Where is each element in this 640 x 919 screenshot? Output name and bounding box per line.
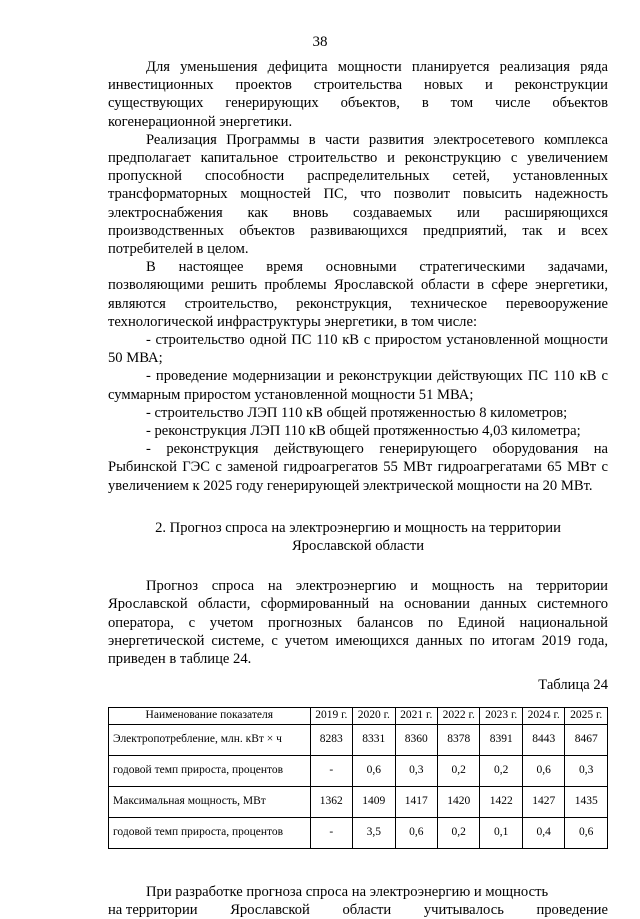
column-header: 2021 г. <box>395 707 437 724</box>
column-header: 2019 г. <box>310 707 352 724</box>
closing-line <box>108 901 608 919</box>
closing-paragraph <box>108 883 608 919</box>
table-cell: 0,4 <box>522 817 564 848</box>
table-cell: 3,5 <box>353 817 395 848</box>
paragraph: Реализация Программы в части развития электросетевого комплекса предполагает капитальное строительство и реконструкцию с увеличением пропускной способности распределительных сетей, установленных трансформаторных мощностей ПС, что позволит повысить надежность электроснабжения как вновь создаваемых или расширяющихся производственных объектов развивающихся предприятий, так и всех потребителей в целом. <box>108 131 608 258</box>
list-item: - строительство одной ПС 110 кВ с приростом установленной мощности 50 МВА; <box>108 332 608 367</box>
word: области <box>342 901 392 918</box>
table-cell: 1435 <box>565 786 608 817</box>
table-cell: 0,3 <box>395 755 437 786</box>
table-cell: 1409 <box>353 786 395 817</box>
section-heading-line: 2. Прогноз спроса на электроэнергию и мощность на территории <box>155 519 561 536</box>
column-header: 2024 г. <box>522 707 564 724</box>
table-cell: 1427 <box>522 786 564 817</box>
section-heading <box>108 519 608 555</box>
table-cell: 8391 <box>480 724 522 755</box>
table-caption: Таблица 24 <box>538 677 608 694</box>
forecast-table <box>108 707 608 849</box>
closing-line: При разработке прогноза спроса на электроэнергию и мощность <box>146 883 549 900</box>
table-cell: - <box>310 755 352 786</box>
column-header: 2022 г. <box>438 707 480 724</box>
row-label: Максимальная мощность, МВт <box>109 786 311 817</box>
table-cell: - <box>310 817 352 848</box>
table-cell: 1420 <box>438 786 480 817</box>
table-cell: 8443 <box>522 724 564 755</box>
row-label: годовой темп прироста, процентов <box>109 817 311 848</box>
table-row <box>109 817 608 848</box>
row-label: Электропотребление, млн. кВт × ч <box>109 724 311 755</box>
table-cell: 0,1 <box>480 817 522 848</box>
paragraph: Для уменьшения дефицита мощности планируется реализация ряда инвестиционных проектов строительства новых и реконструкции существующих генерирующих объектов, в том числе объектов когенерационной энергетики. <box>108 59 608 130</box>
column-header: 2020 г. <box>353 707 395 724</box>
list-item: - реконструкция действующего генерирующего оборудования на Рыбинской ГЭС с заменой гидроагрегатов 55 МВт гидроагрегатами 65 МВт с увеличением к 2025 году генерирующей электрической мощности на 20 МВт. <box>108 441 608 494</box>
table-cell: 0,2 <box>438 755 480 786</box>
table-row <box>109 724 608 755</box>
intro-paragraph: Прогноз спроса на электроэнергию и мощность на территории Ярославской области, сформированный на основании данных системного оператора, с учетом прогнозных балансов по Единой национальной энергетической системе, с учетом имеющихся данных по итогам 2019 года, приведен в таблице 24. <box>108 578 608 668</box>
section-heading-line: Ярославской области <box>291 538 425 555</box>
table-cell: 8360 <box>395 724 437 755</box>
column-header: Наименование показателя <box>109 707 311 724</box>
table-header-row <box>109 707 608 724</box>
table-cell: 0,6 <box>395 817 437 848</box>
table-cell: 8283 <box>310 724 352 755</box>
table-row <box>109 786 608 817</box>
column-header: 2025 г. <box>565 707 608 724</box>
list-item: - проведение модернизации и реконструкции действующих ПС 110 кВ с суммарным приростом установленной мощности 51 МВА; <box>108 368 608 403</box>
table-cell: 8331 <box>353 724 395 755</box>
table-cell: 0,2 <box>438 817 480 848</box>
table-cell: 0,6 <box>353 755 395 786</box>
table-cell: 1362 <box>310 786 352 817</box>
table-cell: 0,6 <box>565 817 608 848</box>
word: на территории <box>108 901 198 918</box>
row-label: годовой темп прироста, процентов <box>109 755 311 786</box>
word: проведение <box>536 901 608 918</box>
table-cell: 8378 <box>438 724 480 755</box>
paragraph: В настоящее время основными стратегическими задачами, позволяющими решить проблемы Ярославской области в сфере энергетики, являются строительство, реконструкция, техническое перевооружение технологической инфраструктуры энергетики, в том числе: <box>108 259 608 330</box>
table-cell: 0,3 <box>565 755 608 786</box>
table-row <box>109 755 608 786</box>
word: Ярославской <box>230 901 310 918</box>
table-cell: 0,6 <box>522 755 564 786</box>
list-item: - строительство ЛЭП 110 кВ общей протяженностью 8 километров; <box>146 404 568 421</box>
table-cell: 1417 <box>395 786 437 817</box>
list-item: - реконструкция ЛЭП 110 кВ общей протяженностью 4,03 километра; <box>146 423 581 440</box>
document-body <box>108 58 608 919</box>
word: учитывалось <box>423 901 504 918</box>
column-header: 2023 г. <box>480 707 522 724</box>
table-cell: 0,2 <box>480 755 522 786</box>
page-number: 38 <box>312 34 328 50</box>
table-cell: 1422 <box>480 786 522 817</box>
table-cell: 8467 <box>565 724 608 755</box>
